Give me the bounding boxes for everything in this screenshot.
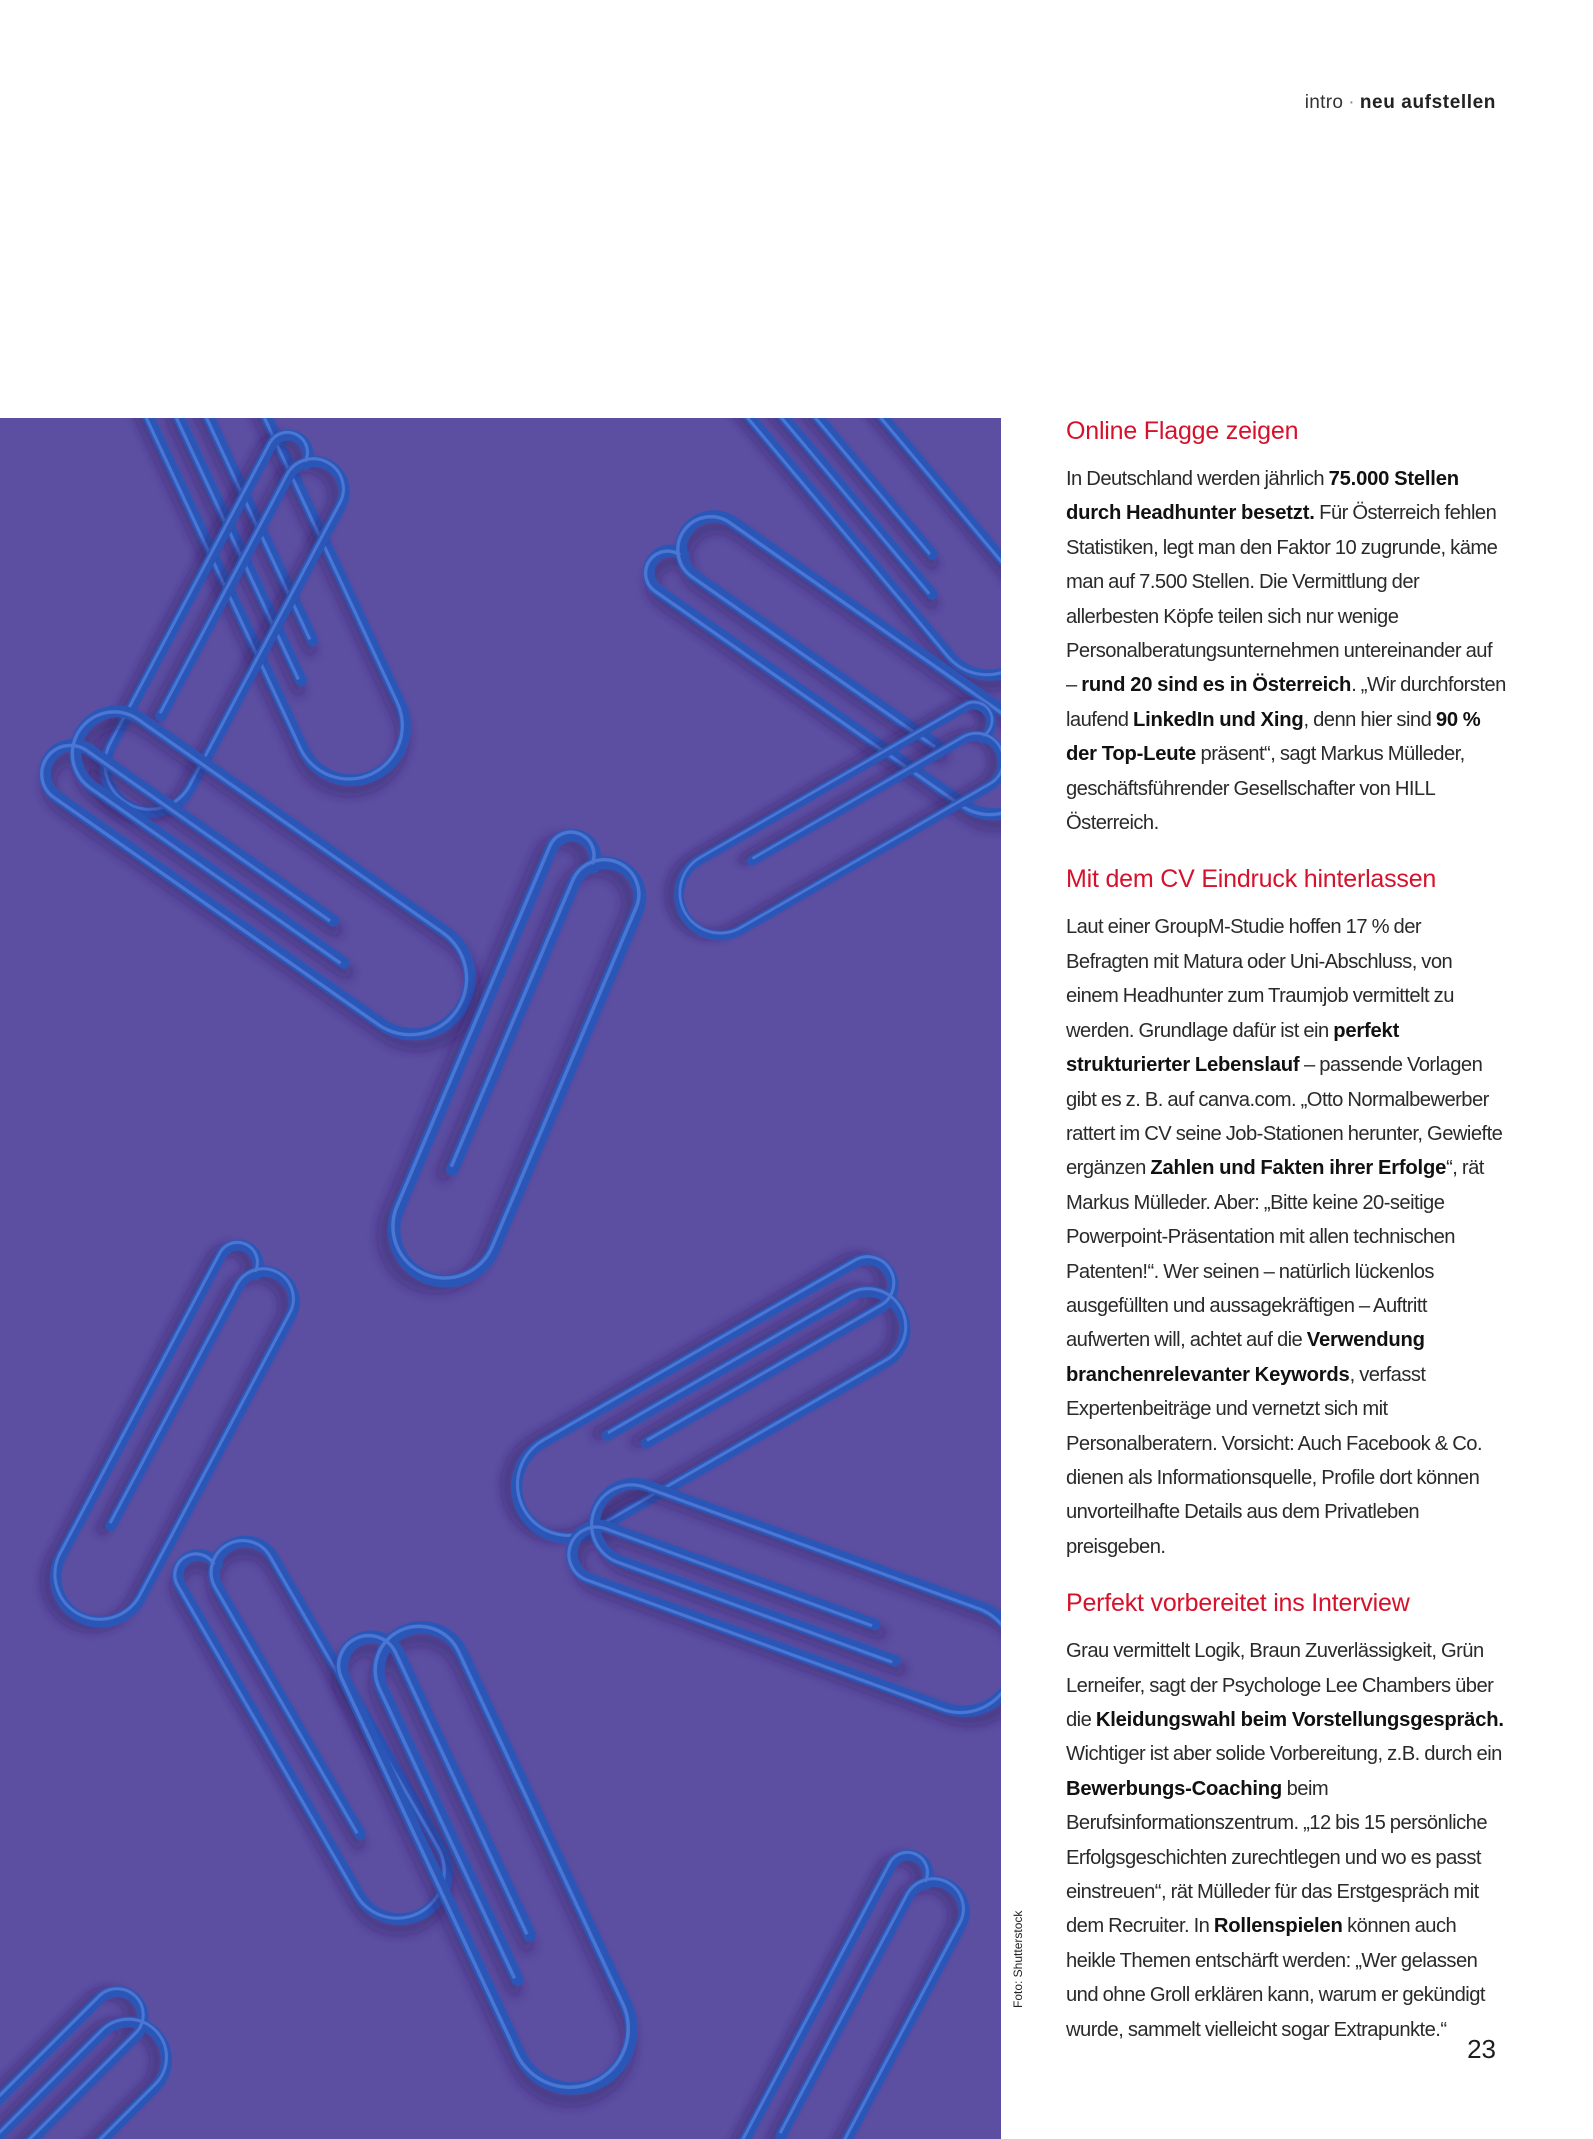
header-separator: · bbox=[1348, 92, 1355, 113]
paperclip-shape bbox=[637, 496, 1001, 836]
paperclips-illustration bbox=[0, 418, 1001, 2139]
emphasis: perfekt strukturierter Lebenslauf bbox=[1066, 1019, 1400, 1077]
section-interview bbox=[1066, 1582, 1506, 2047]
section-cv-eindruck bbox=[1066, 858, 1506, 1564]
paperclip-shape bbox=[329, 1601, 651, 2109]
emphasis: Kleidungswahl beim Vorstellungsgespräch. bbox=[1095, 1709, 1504, 1731]
paperclip-shape bbox=[31, 687, 492, 1058]
section-body: In Deutschland werden jährlich 75.000 Stellen durch Headhunter besetzt. Für Österreich fehlen Statistiken, legt man den Faktor 10 zugrunde, käme man auf 7.500 Stellen. Die Vermittlung der allerbesten Köpfe teilen sich nur wenige Personalberatungsunternehmen untereinander auf – rund 20 sind es in Österreich. „Wir durchforsten laufend LinkedIn und Xing, denn hier sind 90 % der Top-Leute präsent“, sagt Markus Mülleder, geschäftsführender Gesellschafter von HILL Österreich. bbox=[1066, 468, 1506, 835]
running-header bbox=[1305, 92, 1496, 114]
emphasis: LinkedIn und Xing bbox=[1132, 708, 1304, 731]
paperclip-shape bbox=[167, 1519, 464, 1937]
emphasis: Bewerbungs-Coaching bbox=[1066, 1777, 1283, 1800]
emphasis: Zahlen und Fakten ihrer Erfolge bbox=[1150, 1157, 1447, 1180]
paperclip-photo bbox=[0, 418, 1001, 2139]
section-heading: Perfekt vorbereitet ins Interview bbox=[1066, 1589, 1410, 1618]
header-topic: neu aufstellen bbox=[1359, 92, 1496, 113]
photo-credit: Foto: Shutterstock bbox=[1011, 1910, 1025, 2008]
emphasis: Verwendung branchenrelevanter Keywords bbox=[1066, 1329, 1425, 1386]
paperclip-shape bbox=[708, 1845, 980, 2139]
emphasis: rund 20 sind es in Österreich bbox=[1081, 674, 1352, 697]
section-online-flagge bbox=[1066, 410, 1506, 840]
emphasis: Rollenspielen bbox=[1213, 1915, 1343, 1938]
section-heading: Mit dem CV Eindruck hinterlassen bbox=[1066, 865, 1437, 894]
section-body: Grau vermittelt Logik, Braun Zuverlässigkeit, Grün Lerneifer, sagt der Psychologe Lee Chambers über die Kleidungswahl beim Vorstellungsgespräch. Wichtiger ist aber solide Vorbereitung, z.B. durch ein Bewerbungs-Coaching beim Berufsinformationszentrum. „12 bis 15 persönliche Erfolgsgeschichten zurechtlegen und wo es passt einstreuen“, rät Mülleder für das Erstgespräch mit dem Recruiter. In Rollenspielen können auch heikle Themen entschärft werden: „Wer gelassen und ohne Groll erklären kann, warum er gekündigt wurde, sammelt vielleicht sogar Extrapunkte.“ bbox=[1066, 1640, 1504, 2041]
header-section: intro bbox=[1304, 92, 1344, 113]
page-number: 23 bbox=[1467, 2034, 1496, 2064]
paperclip-shape bbox=[663, 696, 1001, 951]
emphasis: 90 % der Top-Leute bbox=[1066, 708, 1481, 766]
paperclip-shape bbox=[376, 825, 656, 1297]
section-heading: Online Flagge zeigen bbox=[1066, 417, 1299, 445]
paperclip-shape bbox=[0, 1978, 191, 2139]
article-column bbox=[1066, 410, 1506, 2065]
section-body: Laut einer GroupM-Studie hoffen 17 % der Befragten mit Matura oder Uni-Abschluss, von einem Headhunter zum Traumjob vermittelt zu werden. Grundlage dafür ist ein perfekt strukturierter Lebenslauf – passende Vorlagen gibt es z. B. auf canva.com. „Otto Normalbewerber rattert im CV seine Job-Stationen herunter, Gewiefte ergänzen Zahlen und Fakten ihrer Erfolge“, rät Markus Mülleder. Aber: „Bitte keine 20-seitige Powerpoint-Präsentation mit allen technischen Patenten!“. Wer seinen – natürlich lückenlos ausgefüllten und aussagekräftigen – Auftritt aufwerten will, achtet auf die Verwendung branchenrelevanter Keywords, verfasst Expertenbeiträge und vernetzt sich mit Personalberatern. Vorsicht: Auch Facebook & Co. dienen als Informationsquelle, Profile dort können unvorteilhafte Details aus dem Privatleben preisgeben. bbox=[1066, 916, 1503, 1558]
emphasis: 75.000 Stellen durch Headhunter besetzt. bbox=[1066, 468, 1459, 525]
